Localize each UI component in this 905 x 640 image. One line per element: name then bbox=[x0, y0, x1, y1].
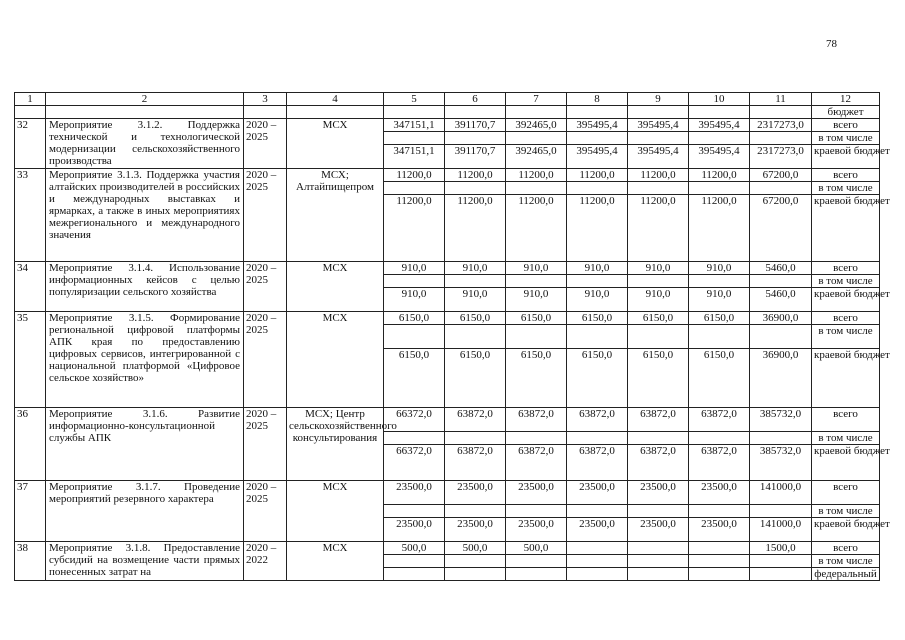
header-cell: 4 bbox=[287, 93, 384, 106]
executor: МСХ bbox=[287, 542, 384, 581]
value-cell bbox=[445, 432, 506, 445]
value-cell bbox=[628, 132, 689, 145]
value-cell bbox=[445, 182, 506, 195]
value-cell bbox=[750, 505, 812, 518]
value-cell: 347151,1 bbox=[384, 145, 445, 169]
value-cell bbox=[384, 432, 445, 445]
value-cell: 6150,0 bbox=[567, 349, 628, 408]
value-cell bbox=[628, 568, 689, 581]
measure-name: Мероприятие 3.1.4. Использование информационных кейсов с целью популяризации сельского хозяйства bbox=[46, 262, 244, 312]
value-cell bbox=[506, 325, 567, 349]
value-cell: 395495,4 bbox=[689, 145, 750, 169]
value-cell: 11200,0 bbox=[506, 169, 567, 182]
value-cell: 910,0 bbox=[445, 262, 506, 275]
header-cell: 2 bbox=[46, 93, 244, 106]
header-cell: 10 bbox=[689, 93, 750, 106]
value-cell: 63872,0 bbox=[445, 445, 506, 481]
value-cell: 63872,0 bbox=[689, 445, 750, 481]
value-cell: 63872,0 bbox=[567, 408, 628, 432]
measure-name: Мероприятие 3.1.7. Проведение мероприятий резервного характера bbox=[46, 481, 244, 542]
value-cell: 23500,0 bbox=[628, 518, 689, 542]
value-cell bbox=[445, 568, 506, 581]
value-cell bbox=[506, 132, 567, 145]
value-cell: 1500,0 bbox=[750, 542, 812, 555]
value-cell: 67200,0 bbox=[750, 169, 812, 182]
value-cell: 141000,0 bbox=[750, 481, 812, 505]
value-cell bbox=[384, 505, 445, 518]
value-cell bbox=[750, 132, 812, 145]
value-cell: 910,0 bbox=[628, 262, 689, 275]
value-cell bbox=[628, 325, 689, 349]
value-cell bbox=[689, 432, 750, 445]
header-cell: 12 bbox=[812, 93, 880, 106]
header-cell: 11 bbox=[750, 93, 812, 106]
value-cell bbox=[567, 132, 628, 145]
value-cell bbox=[384, 275, 445, 288]
value-cell: 2317273,0 bbox=[750, 119, 812, 132]
source-cell: в том числе bbox=[812, 132, 880, 145]
value-cell: 11200,0 bbox=[689, 195, 750, 262]
value-cell: 6150,0 bbox=[384, 349, 445, 408]
value-cell: 910,0 bbox=[384, 262, 445, 275]
source-cell: всего bbox=[812, 312, 880, 325]
value-cell: 500,0 bbox=[506, 542, 567, 555]
row-number: 34 bbox=[15, 262, 46, 312]
value-cell: 910,0 bbox=[506, 288, 567, 312]
value-cell bbox=[628, 432, 689, 445]
value-cell: 23500,0 bbox=[567, 518, 628, 542]
executor: МСХ bbox=[287, 312, 384, 408]
source-cell: краевой бюджет bbox=[812, 195, 880, 262]
source-cell: краевой бюджет bbox=[812, 145, 880, 169]
value-cell: 23500,0 bbox=[445, 518, 506, 542]
value-cell: 6150,0 bbox=[628, 312, 689, 325]
value-cell bbox=[506, 505, 567, 518]
value-cell bbox=[384, 555, 445, 568]
row-number: 32 bbox=[15, 119, 46, 169]
value-cell: 6150,0 bbox=[567, 312, 628, 325]
measure-name: Мероприятие 3.1.5. Формирование региональной цифровой платформы АПК края по предоставлению цифровых сервисов, интегрированной с национальной платформой «Цифровое сельское хозяйство» bbox=[46, 312, 244, 408]
value-cell: 11200,0 bbox=[506, 195, 567, 262]
value-cell: 910,0 bbox=[689, 262, 750, 275]
source-cell: всего bbox=[812, 119, 880, 132]
value-cell bbox=[750, 568, 812, 581]
period: 2020 – 2025 bbox=[244, 408, 287, 481]
source-cell: краевой бюджет bbox=[812, 349, 880, 408]
table-row bbox=[15, 542, 880, 555]
value-cell: 23500,0 bbox=[384, 518, 445, 542]
value-cell: 11200,0 bbox=[445, 169, 506, 182]
source-cell: всего bbox=[812, 169, 880, 182]
value-cell: 63872,0 bbox=[628, 408, 689, 432]
value-cell bbox=[689, 505, 750, 518]
value-cell: 67200,0 bbox=[750, 195, 812, 262]
source-cell: бюджет bbox=[812, 106, 880, 119]
value-cell bbox=[384, 132, 445, 145]
value-cell: 11200,0 bbox=[628, 195, 689, 262]
value-cell: 500,0 bbox=[384, 542, 445, 555]
value-cell: 6150,0 bbox=[506, 349, 567, 408]
value-cell bbox=[445, 505, 506, 518]
source-cell: в том числе bbox=[812, 275, 880, 288]
value-cell: 23500,0 bbox=[445, 481, 506, 505]
value-cell: 11200,0 bbox=[567, 169, 628, 182]
value-cell bbox=[567, 505, 628, 518]
value-cell: 23500,0 bbox=[689, 481, 750, 505]
value-cell bbox=[567, 325, 628, 349]
row-number: 33 bbox=[15, 169, 46, 262]
value-cell bbox=[689, 568, 750, 581]
header-cell: 7 bbox=[506, 93, 567, 106]
empty-cell bbox=[445, 106, 506, 119]
empty-cell bbox=[244, 106, 287, 119]
value-cell: 395495,4 bbox=[628, 145, 689, 169]
value-cell: 910,0 bbox=[567, 288, 628, 312]
empty-cell bbox=[628, 106, 689, 119]
value-cell: 11200,0 bbox=[445, 195, 506, 262]
table-row bbox=[15, 169, 880, 182]
header-cell: 6 bbox=[445, 93, 506, 106]
value-cell: 392465,0 bbox=[506, 145, 567, 169]
empty-cell bbox=[384, 106, 445, 119]
value-cell bbox=[384, 182, 445, 195]
empty-cell bbox=[689, 106, 750, 119]
header-cell: 1 bbox=[15, 93, 46, 106]
source-cell: в том числе bbox=[812, 325, 880, 349]
value-cell bbox=[445, 555, 506, 568]
value-cell bbox=[628, 275, 689, 288]
value-cell: 36900,0 bbox=[750, 349, 812, 408]
value-cell bbox=[567, 542, 628, 555]
value-cell: 141000,0 bbox=[750, 518, 812, 542]
source-cell: всего bbox=[812, 262, 880, 275]
value-cell bbox=[506, 555, 567, 568]
table-body bbox=[15, 93, 890, 581]
value-cell bbox=[506, 432, 567, 445]
measure-name: Мероприятие 3.1.6. Развитие информационно-консультационной службы АПК bbox=[46, 408, 244, 481]
value-cell: 500,0 bbox=[445, 542, 506, 555]
table-row bbox=[15, 408, 880, 432]
value-cell: 63872,0 bbox=[506, 445, 567, 481]
value-cell bbox=[506, 568, 567, 581]
value-cell: 385732,0 bbox=[750, 408, 812, 432]
value-cell: 11200,0 bbox=[384, 169, 445, 182]
value-cell: 910,0 bbox=[506, 262, 567, 275]
executor: МСХ bbox=[287, 481, 384, 542]
source-cell: в том числе bbox=[812, 182, 880, 195]
value-cell: 11200,0 bbox=[689, 169, 750, 182]
value-cell: 6150,0 bbox=[445, 312, 506, 325]
table-row bbox=[15, 312, 880, 325]
value-cell bbox=[384, 568, 445, 581]
value-cell: 63872,0 bbox=[506, 408, 567, 432]
header-cell: 8 bbox=[567, 93, 628, 106]
value-cell: 6150,0 bbox=[689, 312, 750, 325]
source-cell: всего bbox=[812, 542, 880, 555]
period: 2020 – 2022 bbox=[244, 542, 287, 581]
value-cell: 23500,0 bbox=[628, 481, 689, 505]
value-cell: 385732,0 bbox=[750, 445, 812, 481]
source-cell: краевой бюджет bbox=[812, 445, 880, 481]
value-cell bbox=[567, 275, 628, 288]
table-row bbox=[15, 481, 880, 505]
value-cell: 395495,4 bbox=[628, 119, 689, 132]
empty-cell bbox=[506, 106, 567, 119]
value-cell: 6150,0 bbox=[384, 312, 445, 325]
header-cell: 5 bbox=[384, 93, 445, 106]
value-cell: 11200,0 bbox=[384, 195, 445, 262]
value-cell bbox=[628, 182, 689, 195]
source-cell: краевой бюджет bbox=[812, 518, 880, 542]
source-cell: федеральный bbox=[812, 568, 880, 581]
value-cell bbox=[506, 275, 567, 288]
value-cell bbox=[384, 325, 445, 349]
value-cell: 395495,4 bbox=[689, 119, 750, 132]
budget-table bbox=[14, 92, 890, 581]
period: 2020 – 2025 bbox=[244, 169, 287, 262]
value-cell: 23500,0 bbox=[506, 481, 567, 505]
value-cell: 23500,0 bbox=[689, 518, 750, 542]
value-cell bbox=[689, 555, 750, 568]
header-cell: 3 bbox=[244, 93, 287, 106]
source-cell: в том числе bbox=[812, 432, 880, 445]
value-cell bbox=[689, 132, 750, 145]
value-cell: 910,0 bbox=[628, 288, 689, 312]
value-cell bbox=[567, 555, 628, 568]
period: 2020 – 2025 bbox=[244, 312, 287, 408]
empty-cell bbox=[46, 106, 244, 119]
value-cell: 6150,0 bbox=[445, 349, 506, 408]
measure-name: Мероприятие 3.1.2. Поддержка технической и технологической модернизации сельскохозяйственного производства bbox=[46, 119, 244, 169]
period: 2020 – 2025 bbox=[244, 481, 287, 542]
source-cell: в том числе bbox=[812, 505, 880, 518]
executor: МСХ bbox=[287, 262, 384, 312]
value-cell bbox=[567, 568, 628, 581]
period: 2020 – 2025 bbox=[244, 119, 287, 169]
value-cell bbox=[567, 432, 628, 445]
value-cell bbox=[567, 182, 628, 195]
empty-cell bbox=[750, 106, 812, 119]
table-row bbox=[15, 262, 880, 275]
empty-cell bbox=[15, 106, 46, 119]
row-number: 38 bbox=[15, 542, 46, 581]
source-cell: всего bbox=[812, 408, 880, 432]
table-row bbox=[15, 119, 880, 132]
value-cell: 391170,7 bbox=[445, 119, 506, 132]
value-cell bbox=[628, 505, 689, 518]
value-cell: 910,0 bbox=[384, 288, 445, 312]
value-cell bbox=[445, 132, 506, 145]
value-cell: 347151,1 bbox=[384, 119, 445, 132]
value-cell bbox=[628, 555, 689, 568]
value-cell: 6150,0 bbox=[689, 349, 750, 408]
value-cell: 36900,0 bbox=[750, 312, 812, 325]
value-cell: 910,0 bbox=[445, 288, 506, 312]
value-cell bbox=[750, 275, 812, 288]
page-number: 78 bbox=[826, 38, 837, 50]
value-cell: 395495,4 bbox=[567, 119, 628, 132]
row-number: 36 bbox=[15, 408, 46, 481]
value-cell bbox=[750, 325, 812, 349]
value-cell: 63872,0 bbox=[445, 408, 506, 432]
value-cell: 63872,0 bbox=[628, 445, 689, 481]
value-cell bbox=[445, 325, 506, 349]
header-row bbox=[15, 93, 880, 106]
source-cell: в том числе bbox=[812, 555, 880, 568]
value-cell bbox=[628, 542, 689, 555]
executor: МСХ; Алтайпищепром bbox=[287, 169, 384, 262]
value-cell: 23500,0 bbox=[384, 481, 445, 505]
value-cell bbox=[750, 432, 812, 445]
measure-name: Мероприятие 3.1.3. Поддержка участия алтайских производителей в российских и международных выставках и ярмарках, а также в иных мероприятиях межрегионального и международного значения bbox=[46, 169, 244, 262]
value-cell: 5460,0 bbox=[750, 288, 812, 312]
value-cell: 5460,0 bbox=[750, 262, 812, 275]
value-cell: 392465,0 bbox=[506, 119, 567, 132]
value-cell bbox=[689, 182, 750, 195]
empty-cell bbox=[287, 106, 384, 119]
value-cell: 66372,0 bbox=[384, 445, 445, 481]
value-cell: 395495,4 bbox=[567, 145, 628, 169]
value-cell: 23500,0 bbox=[567, 481, 628, 505]
continuation-row bbox=[15, 106, 880, 119]
value-cell: 11200,0 bbox=[567, 195, 628, 262]
empty-cell bbox=[567, 106, 628, 119]
value-cell: 391170,7 bbox=[445, 145, 506, 169]
value-cell bbox=[689, 325, 750, 349]
row-number: 37 bbox=[15, 481, 46, 542]
value-cell: 23500,0 bbox=[506, 518, 567, 542]
value-cell: 6150,0 bbox=[628, 349, 689, 408]
header-cell: 9 bbox=[628, 93, 689, 106]
period: 2020 – 2025 bbox=[244, 262, 287, 312]
value-cell bbox=[750, 182, 812, 195]
value-cell bbox=[750, 555, 812, 568]
value-cell: 63872,0 bbox=[567, 445, 628, 481]
value-cell: 6150,0 bbox=[506, 312, 567, 325]
value-cell: 66372,0 bbox=[384, 408, 445, 432]
value-cell: 910,0 bbox=[567, 262, 628, 275]
value-cell bbox=[445, 275, 506, 288]
executor: МСХ bbox=[287, 119, 384, 169]
executor: МСХ; Центр сельскохозяйственного консультирования bbox=[287, 408, 384, 481]
row-number: 35 bbox=[15, 312, 46, 408]
source-cell: краевой бюджет bbox=[812, 288, 880, 312]
value-cell: 2317273,0 bbox=[750, 145, 812, 169]
value-cell: 63872,0 bbox=[689, 408, 750, 432]
source-cell: всего bbox=[812, 481, 880, 505]
value-cell bbox=[689, 542, 750, 555]
value-cell: 11200,0 bbox=[628, 169, 689, 182]
value-cell bbox=[506, 182, 567, 195]
value-cell: 910,0 bbox=[689, 288, 750, 312]
measure-name: Мероприятие 3.1.8. Предоставление субсидий на возмещение части прямых понесенных затрат на bbox=[46, 542, 244, 581]
value-cell bbox=[689, 275, 750, 288]
